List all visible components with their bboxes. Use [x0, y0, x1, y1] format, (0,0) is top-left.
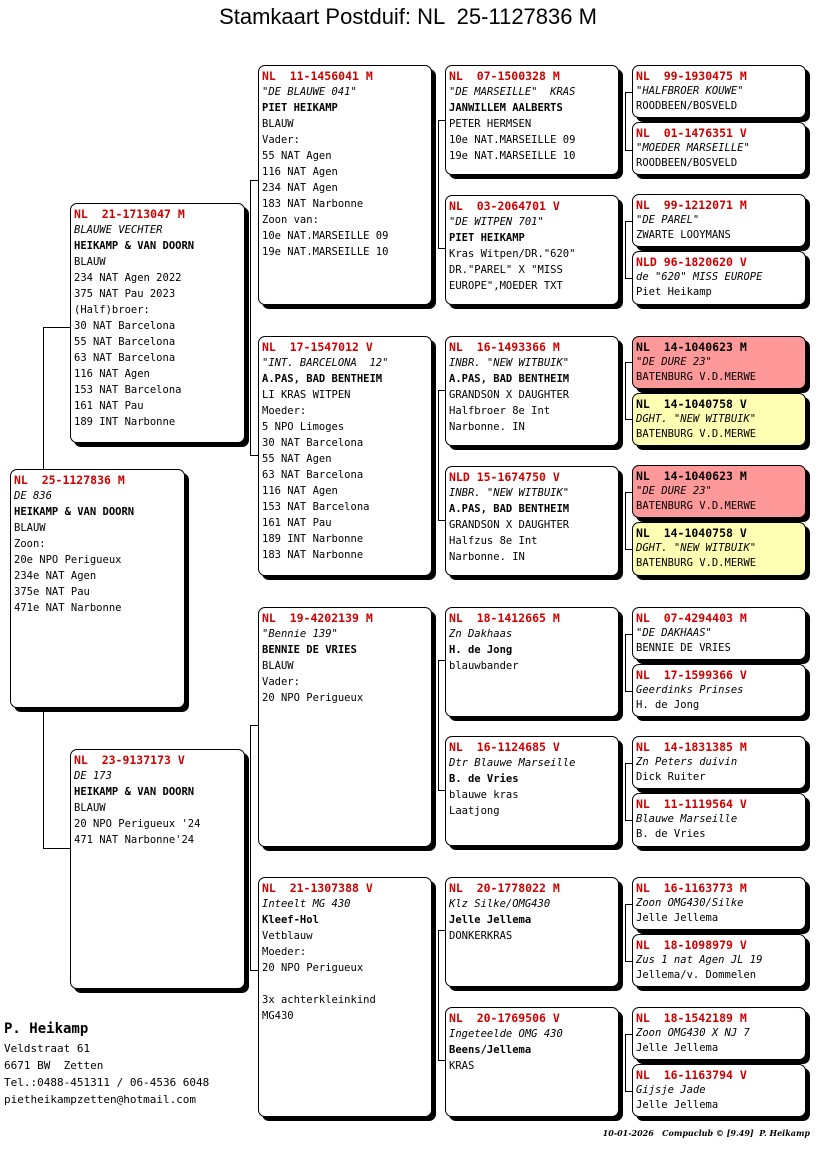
- great-grandparent-card[interactable]: [445, 1007, 619, 1117]
- info-line: 189 INT Narbonne: [262, 533, 364, 545]
- info-line: Laatjong: [449, 805, 500, 817]
- pigeon-name: BLAUWE VECHTER: [74, 224, 163, 236]
- info-line: 183 NAT Narbonne: [262, 198, 364, 210]
- info-line: 375e NAT Pau: [14, 586, 90, 598]
- info-line: Vetblauw: [262, 930, 313, 942]
- ancestor-card[interactable]: [632, 194, 806, 247]
- footer-stamp: 10-01-2026 Compuclub © [9.49] P. Heikamp: [602, 1128, 810, 1138]
- owner-name: H. de Jong: [449, 644, 513, 656]
- ring-number: NLD 15-1674750 V: [449, 470, 560, 484]
- info-line: BLAUW: [262, 660, 294, 672]
- info-line: BLAUW: [14, 522, 46, 534]
- info-line: blauwbander: [449, 660, 519, 672]
- owner-name: Jelle Jellema: [449, 914, 532, 926]
- info-line: Moeder:: [262, 405, 307, 417]
- owner-name: HEIKAMP & VAN DOORN: [74, 240, 195, 252]
- ring-number: NL 23-9137173 V: [74, 753, 185, 767]
- info-line: Moeder:: [262, 946, 307, 958]
- pigeon-name: "HALFBROER KOUWE": [636, 85, 744, 97]
- great-grandparent-card[interactable]: [445, 736, 619, 846]
- ring-number: NL 14-1831385 M: [636, 740, 747, 754]
- pigeon-name: Ingeteelde OMG 430: [449, 1028, 563, 1040]
- pigeon-name: "DE WITPEN 701": [449, 216, 544, 228]
- pigeon-name: DGHT. "NEW WITBUIK": [636, 413, 757, 425]
- ring-number: NLD 96-1820620 V: [636, 255, 747, 269]
- owner-name: BATENBURG V.D.MERWE: [636, 500, 757, 512]
- pigeon-name: "DE MARSEILLE" KRAS: [449, 86, 576, 98]
- pigeon-name: INBR. "NEW WITBUIK": [449, 487, 570, 499]
- pigeon-name: Zn Dakhaas: [449, 628, 513, 640]
- owner-name: HEIKAMP & VAN DOORN: [14, 506, 135, 518]
- ring-number: NL 21-1307388 V: [262, 881, 373, 895]
- ring-number: NL 18-1412665 M: [449, 611, 560, 625]
- ring-number: NL 18-1542189 M: [636, 1011, 747, 1025]
- ring-number: NL 99-1212071 M: [636, 198, 747, 212]
- owner-name: ROODBEEN/BOSVELD: [636, 100, 738, 112]
- info-line: 30 NAT Barcelona: [262, 437, 364, 449]
- pigeon-name: Blauwe Marseille: [636, 813, 738, 825]
- ancestor-card[interactable]: [632, 793, 806, 847]
- info-line: (Half)broer:: [74, 304, 150, 316]
- info-line: 183 NAT Narbonne: [262, 549, 364, 561]
- info-line: 153 NAT Barcelona: [262, 501, 370, 513]
- breeder-info: [4, 1018, 209, 1108]
- info-line: 471e NAT Narbonne: [14, 602, 122, 614]
- info-line: BLAUW: [74, 802, 106, 814]
- info-line: 234 NAT Agen: [262, 182, 338, 194]
- ancestor-card[interactable]: [632, 736, 806, 789]
- pigeon-name: Zoon OMG430 X NJ 7: [636, 1027, 750, 1039]
- breeder-city: 6671 BW Zetten: [4, 1059, 104, 1072]
- ring-number: NL 14-1040758 V: [636, 397, 747, 411]
- info-line: EUROPE",MOEDER TXT: [449, 280, 563, 292]
- owner-name: BATENBURG V.D.MERWE: [636, 557, 757, 569]
- great-grandparent-card[interactable]: [445, 607, 619, 717]
- pigeon-name: DE 173: [74, 770, 112, 782]
- owner-name: A.PAS, BAD BENTHEIM: [449, 373, 570, 385]
- grandparent-card[interactable]: [258, 336, 432, 576]
- great-grandparent-card[interactable]: [445, 336, 619, 446]
- info-line: 153 NAT Barcelona: [74, 384, 182, 396]
- ring-number: NL 14-1040623 M: [636, 340, 747, 354]
- owner-name: BATENBURG V.D.MERWE: [636, 371, 757, 383]
- ancestor-card[interactable]: [632, 465, 806, 518]
- owner-name: A.PAS, BAD BENTHEIM: [449, 503, 570, 515]
- owner-name: ZWARTE LOOYMANS: [636, 229, 731, 241]
- ring-number: NL 18-1098979 V: [636, 938, 747, 952]
- breeder-email[interactable]: pietheikampzetten@hotmail.com: [4, 1093, 197, 1106]
- grandparent-card[interactable]: [258, 877, 432, 1117]
- pigeon-name: Zoon OMG430/Silke: [636, 897, 744, 909]
- info-line: LI KRAS WITPEN: [262, 389, 351, 401]
- info-line: DONKERKRAS: [449, 930, 513, 942]
- info-line: BLAUW: [262, 118, 294, 130]
- owner-name: PIET HEIKAMP: [262, 102, 338, 114]
- pigeon-name: Inteelt MG 430: [262, 898, 351, 910]
- ancestor-card[interactable]: [632, 522, 806, 576]
- info-line: 116 NAT Agen: [262, 485, 338, 497]
- owner-name: BENNIE DE VRIES: [262, 644, 357, 656]
- ring-number: NL 17-1547012 V: [262, 340, 373, 354]
- pigeon-name: Gijsje Jade: [636, 1084, 706, 1096]
- info-line: 234e NAT Agen: [14, 570, 97, 582]
- grandparent-card[interactable]: [258, 65, 432, 305]
- mother-card[interactable]: [70, 749, 245, 989]
- info-line: 161 NAT Pau: [74, 400, 144, 412]
- ring-number: NL 20-1769506 V: [449, 1011, 560, 1025]
- owner-name: BATENBURG V.D.MERWE: [636, 428, 757, 440]
- info-line: 55 NAT Agen: [262, 150, 332, 162]
- ring-number: NL 16-1124685 V: [449, 740, 560, 754]
- page-title: Stamkaart Postduif: NL 25-1127836 M: [219, 4, 597, 29]
- pigeon-name: "Bennie 139": [262, 628, 338, 640]
- owner-name: B. de Vries: [636, 828, 706, 840]
- owner-name: A.PAS, BAD BENTHEIM: [262, 373, 383, 385]
- pigeon-name: "INT. BARCELONA 12": [262, 357, 389, 369]
- pigeon-name: Zn Peters duivin: [636, 756, 738, 768]
- pigeon-name: Geerdinks Prinses: [636, 684, 744, 696]
- ancestor-card[interactable]: [632, 122, 806, 175]
- great-grandparent-card[interactable]: [445, 195, 619, 305]
- owner-name: Dick Ruiter: [636, 771, 706, 783]
- grandparent-card[interactable]: [258, 607, 432, 847]
- info-line: 116 NAT Agen: [262, 166, 338, 178]
- info-line: 375 NAT Pau 2023: [74, 288, 176, 300]
- owner-name: Jellema/v. Dommelen: [636, 969, 757, 981]
- pigeon-name: Dtr Blauwe Marseille: [449, 757, 576, 769]
- pigeon-name: Klz Silke/OMG430: [449, 898, 551, 910]
- ancestor-card[interactable]: [632, 1007, 806, 1060]
- owner-name: Jelle Jellema: [636, 1042, 719, 1054]
- breeder-street: Veldstraat 61: [4, 1042, 91, 1055]
- info-line: 20 NPO Perigueux: [262, 962, 364, 974]
- ring-number: NL 20-1778022 M: [449, 881, 560, 895]
- info-line: 20 NPO Perigueux '24: [74, 818, 201, 830]
- ancestor-card[interactable]: [632, 934, 806, 987]
- ancestor-card[interactable]: [632, 664, 806, 717]
- breeder-name: P. Heikamp: [4, 1021, 89, 1037]
- ring-number: NL 07-1500328 M: [449, 69, 560, 83]
- ring-number: NL 11-1119564 V: [636, 797, 747, 811]
- info-line: 55 NAT Barcelona: [74, 336, 176, 348]
- info-line: Halfzus 8e Int: [449, 535, 538, 547]
- info-line: 10e NAT.MARSEILLE 09: [449, 134, 576, 146]
- info-line: Kras Witpen/DR."620": [449, 248, 576, 260]
- ring-number: NL 01-1476351 V: [636, 126, 747, 140]
- info-line: MG430: [262, 1010, 294, 1022]
- info-line: Vader:: [262, 676, 300, 688]
- ancestor-card[interactable]: [632, 1064, 806, 1117]
- info-line: 63 NAT Barcelona: [74, 352, 176, 364]
- info-line: 10e NAT.MARSEILLE 09: [262, 230, 389, 242]
- owner-name: Kleef-Hol: [262, 914, 319, 926]
- owner-name: JANWILLEM AALBERTS: [449, 102, 563, 114]
- ring-number: NL 25-1127836 M: [14, 473, 125, 487]
- pigeon-name: "DE DURE 23": [636, 485, 712, 497]
- ring-number: NL 14-1040758 V: [636, 526, 747, 540]
- pigeon-name: "MOEDER MARSEILLE": [636, 142, 750, 154]
- info-line: BLAUW: [74, 256, 106, 268]
- info-line: GRANDSON X DAUGHTER: [449, 389, 570, 401]
- ring-number: NL 16-1163773 M: [636, 881, 747, 895]
- ancestor-card[interactable]: [632, 251, 806, 305]
- ring-number: NL 14-1040623 M: [636, 469, 747, 483]
- owner-name: HEIKAMP & VAN DOORN: [74, 786, 195, 798]
- ring-number: NL 16-1493366 M: [449, 340, 560, 354]
- info-line: 234 NAT Agen 2022: [74, 272, 182, 284]
- ring-number: NL 07-4294403 M: [636, 611, 747, 625]
- info-line: 161 NAT Pau: [262, 517, 332, 529]
- info-line: DR."PAREL" X "MISS: [449, 264, 563, 276]
- info-line: blauwe kras: [449, 789, 519, 801]
- owner-name: Piet Heikamp: [636, 286, 712, 298]
- info-line: KRAS: [449, 1060, 475, 1072]
- ancestor-card[interactable]: [632, 877, 806, 930]
- info-line: Halfbroer 8e Int: [449, 405, 551, 417]
- info-line: 3x achterkleinkind: [262, 994, 376, 1006]
- info-line: 19e NAT.MARSEILLE 10: [262, 246, 389, 258]
- breeder-phone: Tel.:0488-451311 / 06-4536 6048: [4, 1076, 210, 1089]
- info-line: Vader:: [262, 134, 300, 146]
- info-line: 5 NPO Limoges: [262, 421, 345, 433]
- great-grandparent-card[interactable]: [445, 65, 619, 175]
- owner-name: Beens/Jellema: [449, 1044, 532, 1056]
- info-line: PETER HERMSEN: [449, 118, 532, 130]
- great-grandparent-card[interactable]: [445, 877, 619, 987]
- ancestor-card[interactable]: [632, 336, 806, 389]
- info-line: 30 NAT Barcelona: [74, 320, 176, 332]
- pigeon-name: DE 836: [14, 490, 52, 502]
- ancestor-card[interactable]: [632, 65, 806, 118]
- owner-name: B. de Vries: [449, 773, 519, 785]
- pigeon-name: "DE DAKHAAS": [636, 627, 712, 639]
- info-line: Narbonne. IN: [449, 551, 525, 563]
- pigeon-name: "DE BLAUWE 041": [262, 86, 357, 98]
- info-line: [262, 976, 428, 992]
- pigeon-name: de "620" MISS EUROPE: [636, 271, 763, 283]
- ring-number: NL 17-1599366 V: [636, 668, 747, 682]
- owner-name: H. de Jong: [636, 699, 700, 711]
- owner-name: BENNIE DE VRIES: [636, 642, 731, 654]
- info-line: Zoon van:: [262, 214, 319, 226]
- owner-name: PIET HEIKAMP: [449, 232, 525, 244]
- info-line: 55 NAT Agen: [262, 453, 332, 465]
- info-line: 189 INT Narbonne: [74, 416, 176, 428]
- info-line: 20 NPO Perigueux: [262, 692, 364, 704]
- ring-number: NL 19-4202139 M: [262, 611, 373, 625]
- owner-name: Jelle Jellema: [636, 912, 719, 924]
- father-card[interactable]: [70, 203, 245, 443]
- info-line: Zoon:: [14, 538, 46, 550]
- ring-number: NL 21-1713047 M: [74, 207, 185, 221]
- owner-name: Jelle Jellema: [636, 1099, 719, 1111]
- subject-card[interactable]: [10, 469, 185, 708]
- info-line: Narbonne. IN: [449, 421, 525, 433]
- ring-number: NL 99-1930475 M: [636, 69, 747, 83]
- ancestor-card[interactable]: [632, 393, 806, 446]
- info-line: GRANDSON X DAUGHTER: [449, 519, 570, 531]
- info-line: 116 NAT Agen: [74, 368, 150, 380]
- info-line: 471 NAT Narbonne'24: [74, 834, 195, 846]
- pigeon-name: "DE DURE 23": [636, 356, 712, 368]
- pigeon-name: DGHT. "NEW WITBUIK": [636, 542, 757, 554]
- pigeon-name: INBR. "NEW WITBUIK": [449, 357, 570, 369]
- ancestor-card[interactable]: [632, 607, 806, 660]
- great-grandparent-card[interactable]: [445, 466, 619, 576]
- ring-number: NL 11-1456041 M: [262, 69, 373, 83]
- info-line: 63 NAT Barcelona: [262, 469, 364, 481]
- pigeon-name: Zus 1 nat Agen JL 19: [636, 954, 763, 966]
- info-line: 20e NPO Perigueux: [14, 554, 122, 566]
- ring-number: NL 03-2064701 V: [449, 199, 560, 213]
- info-line: 19e NAT.MARSEILLE 10: [449, 150, 576, 162]
- pigeon-name: "DE PAREL": [636, 214, 700, 226]
- owner-name: ROODBEEN/BOSVELD: [636, 157, 738, 169]
- ring-number: NL 16-1163794 V: [636, 1068, 747, 1082]
